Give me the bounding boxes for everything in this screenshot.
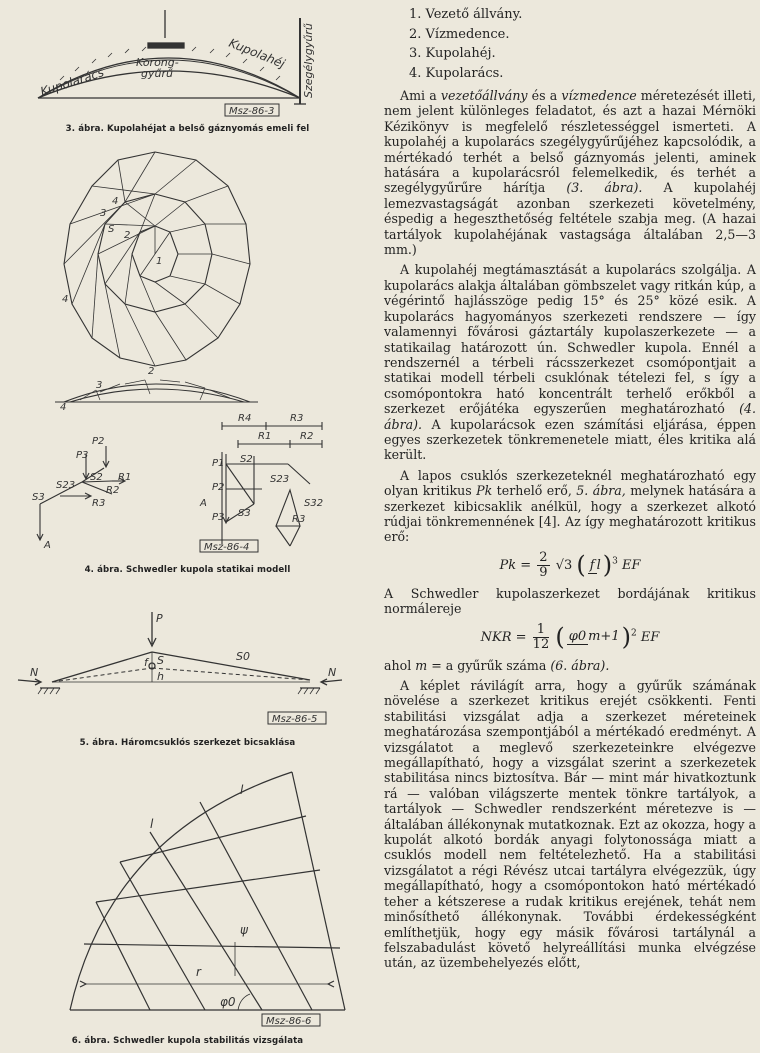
fig4-label-r3: R3 bbox=[92, 498, 106, 509]
paragraph-3 bbox=[384, 468, 756, 545]
equation-critical-force: Pk = $\frac{2}{9}$ √3 ( f l)$^3$ EF bbox=[499, 549, 641, 580]
text-span: és a bbox=[527, 88, 562, 103]
text-span: A lapos csuklós szerkezeteknél meghatározható egy olyan kritikus bbox=[384, 467, 756, 499]
fig4-label-n1: 1 bbox=[156, 256, 163, 267]
figure-5-caption: 5. ábra. Háromcsuklós szerkezet bicsaklása bbox=[79, 738, 296, 748]
fig6-label-l1: l bbox=[150, 817, 154, 831]
fig4-label-s3: 3 bbox=[100, 208, 107, 219]
fig5-label-n-left: N bbox=[30, 666, 39, 679]
emphasis: (4. ábra). bbox=[384, 401, 756, 432]
figure-5 bbox=[0, 600, 375, 732]
paragraph-5 bbox=[384, 658, 756, 673]
fig4-label-s3c: S3 bbox=[238, 508, 251, 519]
emphasis: (3. ábra). bbox=[566, 180, 643, 196]
fig4-label-s3b: S3 bbox=[32, 492, 45, 503]
fig4-label-n2: 2 bbox=[148, 366, 155, 377]
list-item: 1. Vezető állvány. bbox=[409, 7, 523, 22]
fig4-label-n3: 3 bbox=[96, 380, 103, 391]
fraction bbox=[588, 558, 601, 573]
emphasis: Pk bbox=[476, 483, 493, 499]
eq-lhs: NKR bbox=[480, 629, 512, 645]
numerator: 1 bbox=[533, 623, 550, 638]
emphasis: m bbox=[415, 657, 428, 673]
fig4-label-p3: P3 bbox=[76, 450, 89, 461]
fig4-label-r4: R4 bbox=[238, 413, 252, 424]
fig4-code: Msz-86-4 bbox=[204, 542, 250, 553]
component-list bbox=[384, 0, 756, 83]
figure-column bbox=[0, 0, 375, 1053]
exponent: 2 bbox=[630, 628, 637, 639]
text-span: méretezését illeti, nem jelent különleges feladatot, és azt a hazai Mérnöki Kézikönyv is megfelelő részletességgel ismerteti. A kupolahéj a kupolarács szegélygyűrűjéhez kapcsolódik, a mértékadó terhét a belső gáznyomás jelenti, aminek hatására a kupolarácsról felemelkedik, és terhét a szegélygyűrűre hárítja bbox=[384, 88, 756, 196]
figure-3 bbox=[0, 0, 375, 120]
fig3-label-szegely: Szegélygyűrű bbox=[302, 23, 315, 98]
emphasis: 5. ábra, bbox=[576, 483, 626, 499]
figure-4-drawing bbox=[0, 144, 375, 564]
fig5-label-f: f bbox=[144, 656, 148, 669]
fig6-label-r: r bbox=[196, 965, 201, 979]
emphasis: vízmedence bbox=[561, 88, 637, 103]
paragraph-2 bbox=[384, 262, 756, 462]
fig3-label-kupolahej: Kupolahéj bbox=[226, 35, 287, 71]
fig4-label-n4b: 4 bbox=[60, 402, 67, 413]
fig5-label-h: h bbox=[157, 670, 164, 683]
numerator: φ0 bbox=[568, 629, 587, 645]
figure-4-caption: 4. ábra. Schwedler kupola statikai modell bbox=[84, 565, 291, 575]
fig4-label-s2: 2 bbox=[124, 230, 131, 241]
fig4-label-r1: R1 bbox=[118, 472, 132, 483]
list-item: 3. Kupolahéj. bbox=[409, 46, 496, 61]
fig6-label-l2: l bbox=[240, 783, 244, 797]
text-span: = a gyűrűk száma bbox=[427, 657, 551, 673]
fig4-label-p3b: P3 bbox=[212, 512, 225, 523]
fig4-label-p1: P1 bbox=[212, 458, 225, 469]
fraction bbox=[537, 551, 549, 580]
numerator: f bbox=[589, 557, 595, 573]
fig4-label-r3b: R3 bbox=[290, 413, 304, 424]
figure-6 bbox=[0, 752, 375, 1032]
text-span: ahol bbox=[384, 657, 416, 673]
text-column bbox=[384, 0, 756, 1053]
fig5-label-s: S bbox=[157, 654, 164, 667]
figure-3-caption: 3. ábra. Kupolahéjat a belső gáznyomás emeli fel bbox=[65, 124, 310, 134]
fig3-label-korong: Korong- bbox=[136, 56, 179, 69]
fig4-label-r2: R2 bbox=[106, 485, 120, 496]
denominator: 9 bbox=[539, 564, 548, 580]
list-item: 4. Kupolarács. bbox=[409, 65, 504, 81]
text-span: A kupolahéj megtámasztását a kupolarács szolgálja. A kupolarács alakja általában gömbszelet vagy ritkán kúp, a végérintő hajlásszöge pedig 15° és 25° közé esik. A kupolarács hagyományos szerkezeti rendszere — így valamennyi fővárosi gáztartály kupolaszerkezete — a statikailag határozott ún. Schwedler kupola. Ennél a rendszernél a térbeli rácsszerkezet csomópontjait a statikai modell térbeli csuklónak tételezi fel, s így a csomópontokra ható koncentrált terhelő erőkből a szerkezet erőjátéka egyszerűen meghatározható bbox=[384, 262, 756, 417]
fig4-label-r1b: R1 bbox=[258, 431, 272, 442]
figure-4 bbox=[0, 144, 375, 564]
fig4-label-a: A bbox=[44, 540, 51, 551]
paragraph-6: A képlet rávilágít arra, hogy a gyűrűk számának növelése a szerkezet kritikus erejét csökkenti. Fenti stabilitási vizsgálat adja a szerkezet méreteinek meghatározása szempontjából a mértékadó eredményt. A vizsgálatot a meglevő szerkezeteinkre elvégezve megállapítható, hogy a vizsgálat szerint a szerkezetek stabilitása nincs biztosítva. Bár — mint már hivatkoztunk rá — valóban világszerte mentek tönkre tartályok, a tartályok — Schwedler rendszerként méretezve is — általában állékonynak mutatkoznak. Ezt az okozza, hogy a kupolát alkotó bordák anyagi folytonossága miatt a csuklós modell nem feltételezhető. Ha a stabilitási vizsgálatot a régi Révész utcai tartályra elvégezzük, úgy megállapítható, hogy a csomópontokon ható mértékadó teher a kétszerese a rudak kritikus erejének, tehát nem minősíthető állékonynak. További érdekességként említhetjük, hogy egy másik fővárosi tartálynál a felszabadulást követő helyreállítási munka elvégzése után, az üzembehelyezés előtt, bbox=[384, 678, 756, 971]
fig4-label-s32: S32 bbox=[304, 498, 324, 509]
fig5-label-p: P bbox=[156, 612, 163, 625]
paragraph-1 bbox=[384, 88, 756, 257]
fig4-label-a2: A bbox=[200, 498, 207, 509]
eq-lhs: Pk bbox=[499, 557, 517, 573]
fig4-label-s-a: S bbox=[108, 224, 115, 235]
figure-3-drawing bbox=[0, 0, 375, 120]
fig3-code: Msz-86-3 bbox=[229, 106, 275, 117]
exponent: 3 bbox=[612, 556, 618, 567]
equation-normal-force: NKR = $\frac{1}{12}$ ( φ0 m+1)$^2$ EF bbox=[480, 621, 660, 652]
denominator: l bbox=[596, 557, 601, 573]
fraction bbox=[567, 629, 620, 644]
denominator: 12 bbox=[532, 636, 550, 652]
emphasis: vezetőállvány bbox=[440, 88, 528, 103]
fig5-label-n-right: N bbox=[328, 666, 337, 679]
figure-5-drawing bbox=[0, 600, 375, 732]
fig4-label-r3c: R3 bbox=[292, 514, 306, 525]
eq-root: √3 bbox=[555, 557, 573, 573]
fig4-label-r2b: R2 bbox=[300, 431, 314, 442]
fig4-label-s23: S23 bbox=[56, 480, 76, 491]
fig4-label-s2b: S2 bbox=[90, 472, 103, 483]
fig4-label-s4: 4 bbox=[112, 196, 119, 207]
text-span: terhelő erő, bbox=[492, 483, 577, 499]
figure-6-caption: 6. ábra. Schwedler kupola stabilitás vizsgálata bbox=[71, 1036, 304, 1046]
text-span: A kupolahéj lemezvastagságát azonban szerkezeti követelmény, éspedig a hegeszthetőség feltétele szabja meg. (A hazai tartályok kupolahéjának vastagsága általában 2,5—3 mm.) bbox=[384, 180, 757, 258]
numerator: 2 bbox=[539, 549, 548, 565]
text-span: melynek hatására a szerkezet kibicsaklik anélkül, hogy a szerkezet alkotó rúdjai tönkremennének [4]. Az így meghatározott kritikus erő: bbox=[384, 483, 757, 545]
list-item: 2. Vízmedence. bbox=[409, 26, 510, 42]
eq-tail: EF bbox=[640, 629, 660, 645]
paragraph-4: A Schwedler kupolaszerkezet bordájának kritikus normálereje bbox=[384, 585, 756, 617]
text-span: Ami a bbox=[400, 88, 441, 103]
fig4-label-s23b: S23 bbox=[270, 474, 290, 485]
fraction bbox=[533, 623, 550, 652]
fig4-label-p2b: P2 bbox=[212, 482, 225, 493]
fig3-label-gyuru: gyűrű bbox=[141, 67, 173, 80]
fig4-label-s1: S2 bbox=[240, 454, 253, 465]
fig5-label-s0: S0 bbox=[236, 650, 250, 663]
fig6-code: Msz-86-6 bbox=[266, 1016, 312, 1027]
fig4-label-p2: P2 bbox=[92, 436, 105, 447]
fig6-label-psi: ψ bbox=[240, 923, 248, 937]
text-span: A kupolarácsok ezen számítási eljárása, éppen egyes szerkezetek tönkremenetele miatt, éles kritika alá került. bbox=[384, 416, 756, 463]
eq-tail: EF bbox=[622, 557, 641, 573]
fig4-label-n4: 4 bbox=[62, 294, 69, 305]
fig6-label-phi: φ0 bbox=[220, 995, 236, 1009]
figure-6-drawing bbox=[0, 752, 375, 1032]
emphasis: (6. ábra). bbox=[550, 657, 610, 673]
fig5-code: Msz-86-5 bbox=[272, 714, 318, 725]
fig3-label-kupolaracs: Kupolarács bbox=[38, 65, 106, 99]
denominator: m+1 bbox=[588, 629, 620, 645]
